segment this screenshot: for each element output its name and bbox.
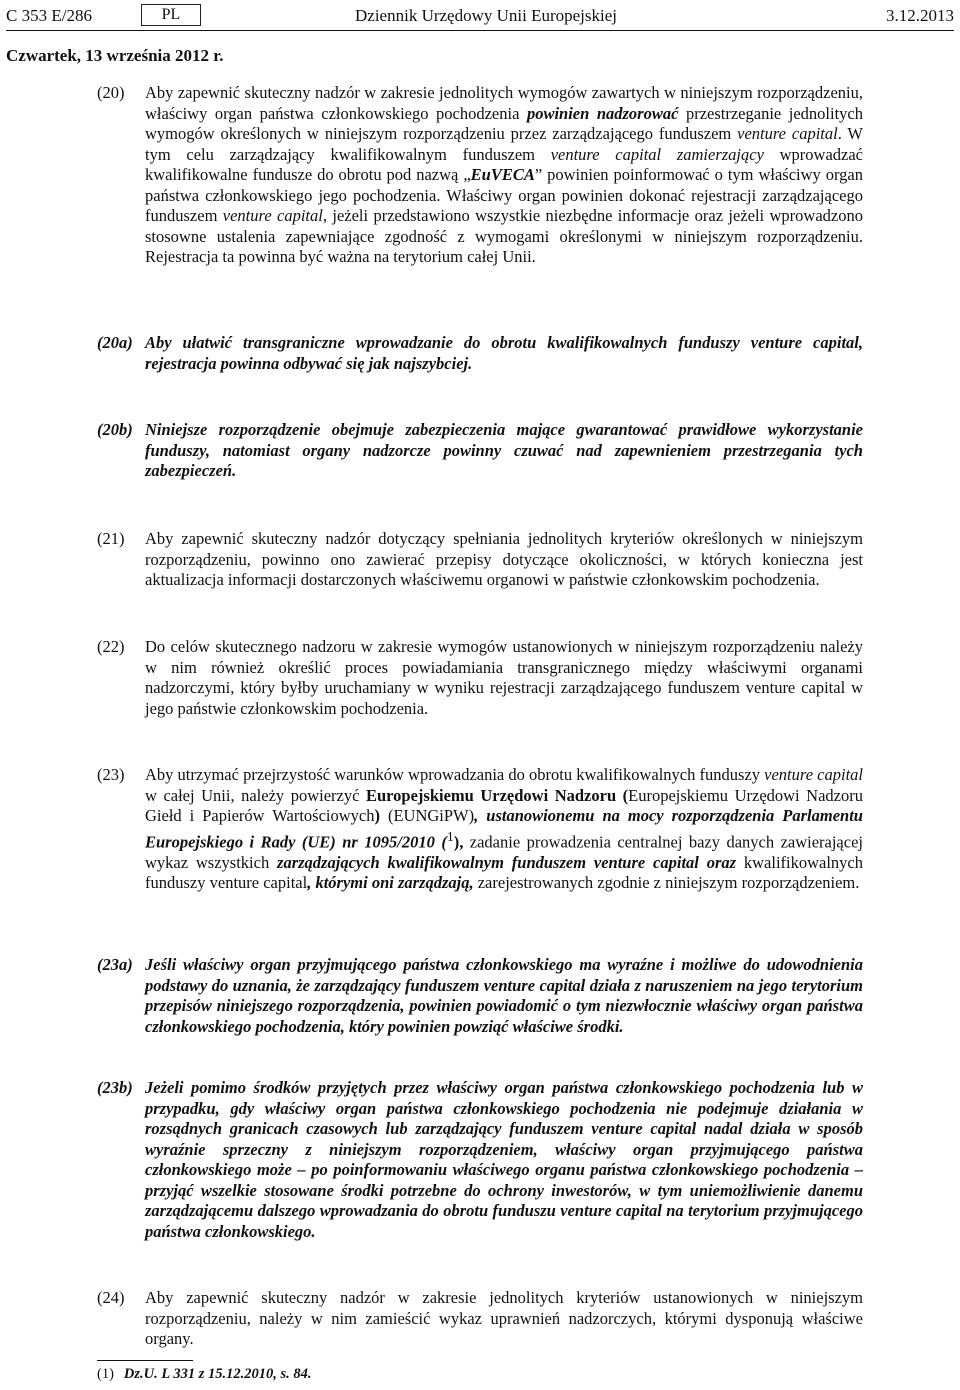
recital-number: (21) [97, 529, 125, 548]
recital-text: Niniejsze rozporządzenie obejmuje zabezpieczenia mające gwarantować prawidłowe wykorzystanie funduszy, natomiast organy nadzorcze powinny czuwać nad zapewnieniem przestrzegania tych zabezpieczeń. [145, 420, 863, 480]
recital-20 [97, 83, 863, 268]
journal-title: Dziennik Urzędowy Unii Europejskiej [355, 6, 618, 25]
recital-number: (20) [97, 83, 125, 102]
page-header [6, 4, 954, 28]
recital-23 [97, 765, 863, 894]
recital-20a [97, 333, 863, 374]
recital-text: Aby zapewnić skuteczny nadzór dotyczący spełniania jednolitych kryteriów określonych w niniejszym rozporządzeniu, powinno ono zawierać przepisy dotyczące okoliczności, w których konieczna jest aktualizacja informacji dostarczonych właściwemu organowi w państwie członkowskim pochodzenia. [145, 529, 863, 589]
recital-number: (24) [97, 1288, 125, 1307]
recital-text: Aby zapewnić skuteczny nadzór w zakresie jednolitych wymogów zawartych w niniejszym rozporządzeniu, właściwy organ państwa członkowskiego pochodzenia powinien nadzorować przestrzeganie jednolitych wymogów określonych w niniejszym rozporządzeniu przez zarządzającego funduszem venture capital. W tym celu zarządzający kwalifikowalnym funduszem venture capital zamierzający wprowadzać kwalifikowalne fundusze do obrotu pod nazwą „EuVECA” powinien poinformować o tym właściwy organ państwa członkowskiego jego pochodzenia. Właściwy organ powinien dokonać rejestracji zarządzającego funduszem venture capital, jeżeli przedstawiono wszystkie niezbędne informacje oraz jeżeli wprowadzono stosowne ustalenia zapewniające zgodność z wymogami określonymi w niniejszym rozporządzeniu. Rejestracja ta powinna być ważna na terytorium całej Unii. [145, 83, 863, 266]
footnote-ref: 1 [446, 828, 454, 844]
recital-text: Jeżeli pomimo środków przyjętych przez właściwy organ państwa członkowskiego pochodzenia lub w przypadku, gdy właściwy organ państwa członkowskiego pochodzenia nie podejmuje działania w rozsądnych granicach czasowych lub zarządzający funduszem venture capital nadal działa w sposób wyraźnie sprzeczny z niniejszym rozporządzeniem, właściwy organ przyjmującego państwa członkowskiego może – po poinformowaniu właściwego organu państwa członkowskiego pochodzenia – przyjąć wszelkie stosowane środki potrzebne do ochrony inwestorów, w tym uniemożliwienie danemu zarządzającemu dalszego wprowadzania do obrotu funduszu venture capital na terytorium przyjmującego państwa członkowskiego. [145, 1078, 863, 1241]
recital-number: (20a) [97, 333, 133, 352]
recital-text: Aby zapewnić skuteczny nadzór w zakresie jednolitych kryteriów ustanowionych w niniejszym rozporządzeniu, należy w nim zamieścić wykaz uprawnień nadzorczych, którymi dysponują właściwe organy. [145, 1288, 863, 1348]
recital-number: (23a) [97, 955, 133, 974]
recital-22 [97, 637, 863, 719]
recital-24 [97, 1288, 863, 1350]
footnote-text: Dz.U. L 331 z 15.12.2010, s. 84. [123, 1366, 312, 1382]
recital-23b [97, 1078, 863, 1242]
recital-number: (22) [97, 637, 125, 656]
recital-text: Aby ułatwić transgraniczne wprowadzanie do obrotu kwalifikowalnych funduszy venture capital, rejestracja powinna odbywać się jak najszybciej. [145, 333, 863, 373]
recital-text: Aby utrzymać przejrzystość warunków wprowadzania do obrotu kwalifikowalnych funduszy venture capital w całej Unii, należy powierzyć Europejskiemu Urzędowi Nadzoru (Europejskiemu Urzędowi Nadzoru Giełd i Papierów Wartościowych) (EUNGiPW), ustanowionemu na mocy rozporządzenia Parlamentu Europejskiego i Rady (UE) nr 1095/2010 ($^1$), zadanie prowadzenia centralnej bazy danych zawierającej wykaz wszystkich zarządzających kwalifikowalnym funduszem venture capital oraz kwalifikowalnych funduszy venture capital, którymi oni zarządzają, zarejestrowanych zgodnie z niniejszym rozporządzeniem. [145, 765, 864, 892]
recital-number: (23b) [97, 1078, 133, 1097]
recital-text: Jeśli właściwy organ przyjmującego państwa członkowskiego ma wyraźne i możliwe do udowodnienia podstawy do uznania, że zarządzający funduszem venture capital działa z naruszeniem na jego terytorium przepisów niniejszego rozporządzenia, powinien powiadomić o tym niezwłocznie właściwy organ państwa członkowskiego pochodzenia, który powinien powziąć właściwe środki. [145, 955, 863, 1036]
recital-number: (23) [97, 765, 125, 784]
recital-23a [97, 955, 863, 1037]
language-badge: PL [141, 4, 201, 26]
footnote [97, 1366, 312, 1383]
session-date: Czwartek, 13 września 2012 r. [6, 46, 224, 65]
recital-20b [97, 420, 863, 482]
recital-21 [97, 529, 863, 591]
header-rule [6, 30, 954, 31]
footnote-marker: (1) [97, 1366, 114, 1382]
page-reference: C 353 E/286 [6, 6, 92, 25]
issue-date: 3.12.2013 [886, 6, 954, 25]
footnote-rule [97, 1360, 193, 1361]
recital-text: Do celów skutecznego nadzoru w zakresie wymogów ustanowionych w niniejszym rozporządzeniu należy w nim również określić proces powiadamiania transgranicznego między właściwymi organami nadzorczymi, który byłby uruchamiany w wyniku rejestracji zarządzającego funduszem venture capital w jego państwie członkowskim pochodzenia. [145, 637, 863, 718]
recital-number: (20b) [97, 420, 133, 439]
